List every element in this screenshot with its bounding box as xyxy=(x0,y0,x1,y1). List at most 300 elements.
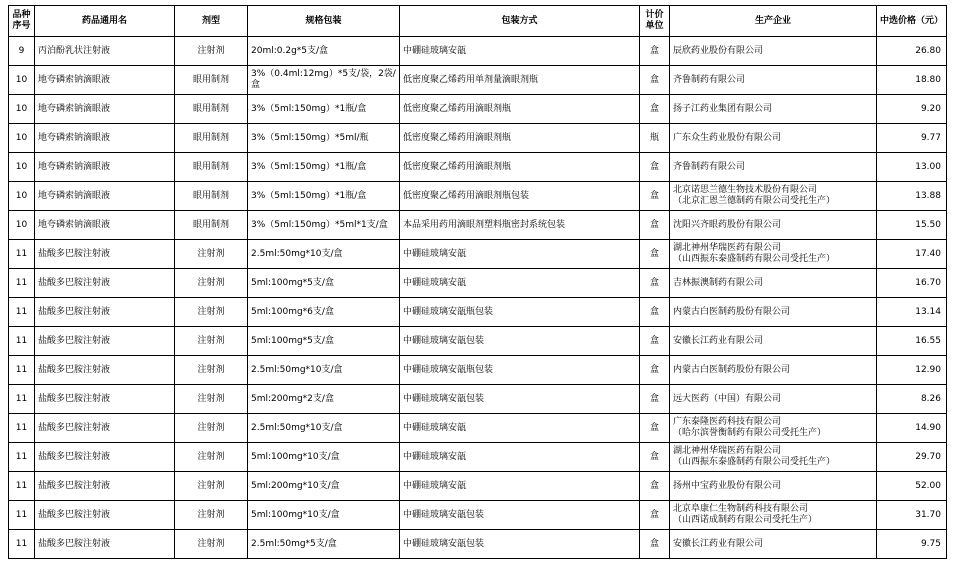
cell-spec xyxy=(248,124,400,153)
col-header-price: 中选价格（元） xyxy=(877,6,947,37)
cell-unit-text: 盒 xyxy=(649,74,659,85)
cell-price xyxy=(877,124,947,153)
cell-price xyxy=(877,385,947,414)
cell-form-text: 眼用制剂 xyxy=(192,161,229,172)
cell-spec-text: 2.5ml:50mg*10支/盒 xyxy=(251,422,343,433)
col-header-mfr: 生产企业 xyxy=(670,6,877,37)
cell-unit xyxy=(640,240,670,269)
cell-name xyxy=(35,530,175,559)
cell-no-text: 11 xyxy=(15,451,28,462)
cell-no-text: 11 xyxy=(15,538,28,549)
cell-pack-text: 低密度聚乙烯药用单剂量滴眼剂瓶 xyxy=(403,74,539,85)
cell-spec-text: 2.5ml:50mg*10支/盒 xyxy=(251,248,343,259)
cell-form xyxy=(175,124,248,153)
cell-form-text: 注射剂 xyxy=(197,248,225,259)
cell-form-text: 注射剂 xyxy=(197,306,225,317)
cell-no xyxy=(9,385,35,414)
cell-price xyxy=(877,240,947,269)
cell-price-text: 14.90 xyxy=(915,422,941,433)
cell-unit-text: 盒 xyxy=(649,364,659,375)
col-header-unit: 计价单位 xyxy=(640,6,670,37)
cell-mfr xyxy=(670,153,877,182)
col-header-spec: 规格包装 xyxy=(248,6,400,37)
cell-form-text: 注射剂 xyxy=(197,393,225,404)
cell-name-text: 盐酸多巴胺注射液 xyxy=(38,393,111,404)
cell-no-text: 11 xyxy=(15,306,28,317)
cell-mfr-text: 内蒙古白医制药股份有限公司 xyxy=(673,306,791,317)
cell-name xyxy=(35,269,175,298)
cell-no xyxy=(9,327,35,356)
cell-form-text: 注射剂 xyxy=(197,480,225,491)
cell-unit xyxy=(640,385,670,414)
cell-form-text: 注射剂 xyxy=(197,335,225,346)
cell-form-text: 注射剂 xyxy=(197,422,225,433)
cell-mfr xyxy=(670,37,877,66)
table-row xyxy=(9,153,947,182)
cell-spec-text: 5ml:100mg*5支/盒 xyxy=(251,335,334,346)
cell-spec xyxy=(248,66,400,95)
cell-no-text: 11 xyxy=(15,335,28,346)
cell-unit xyxy=(640,327,670,356)
cell-pack-text: 中硼硅玻璃安瓿包装 xyxy=(403,538,485,549)
cell-pack-text: 低密度聚乙烯药用滴眼剂瓶包装 xyxy=(403,190,530,201)
cell-name xyxy=(35,124,175,153)
cell-pack xyxy=(400,356,640,385)
cell-form-text: 注射剂 xyxy=(197,45,225,56)
cell-price xyxy=(877,327,947,356)
cell-pack xyxy=(400,240,640,269)
cell-spec xyxy=(248,356,400,385)
cell-price-text: 26.80 xyxy=(915,45,941,56)
table-row xyxy=(9,443,947,472)
cell-no-text: 10 xyxy=(15,132,28,143)
cell-unit xyxy=(640,211,670,240)
cell-price xyxy=(877,211,947,240)
cell-form xyxy=(175,298,248,327)
cell-spec-text: 2.5ml:50mg*5支/盒 xyxy=(251,538,337,549)
cell-form-text: 注射剂 xyxy=(197,538,225,549)
cell-price xyxy=(877,501,947,530)
table-row xyxy=(9,298,947,327)
table-row xyxy=(9,182,947,211)
cell-name-text: 盐酸多巴胺注射液 xyxy=(38,451,111,462)
cell-pack-text: 中硼硅玻璃安瓿包装 xyxy=(403,335,485,346)
cell-form-text: 眼用制剂 xyxy=(192,132,229,143)
cell-no-text: 10 xyxy=(15,161,28,172)
cell-unit-text: 盒 xyxy=(649,161,659,172)
cell-spec-text: 5ml:100mg*5支/盒 xyxy=(251,277,334,288)
cell-unit-text: 盒 xyxy=(649,480,659,491)
cell-price xyxy=(877,414,947,443)
cell-form-text: 眼用制剂 xyxy=(192,74,229,85)
cell-pack-text: 中硼硅玻璃安瓿 xyxy=(403,422,467,433)
cell-spec-text: 3%（5ml:150mg）*1瓶/盒 xyxy=(251,190,367,201)
table-row xyxy=(9,37,947,66)
cell-spec xyxy=(248,269,400,298)
cell-price xyxy=(877,153,947,182)
cell-form xyxy=(175,530,248,559)
cell-unit xyxy=(640,414,670,443)
cell-pack xyxy=(400,530,640,559)
cell-price-text: 9.77 xyxy=(920,132,941,143)
cell-price-text: 9.20 xyxy=(920,103,941,114)
cell-name xyxy=(35,501,175,530)
cell-spec xyxy=(248,443,400,472)
cell-mfr-text: 沈阳兴齐眼药股份有限公司 xyxy=(673,219,782,230)
cell-pack-text: 中硼硅玻璃安瓿瓶包装 xyxy=(403,306,494,317)
cell-price-text: 18.80 xyxy=(915,74,941,85)
cell-mfr-text: 安徽长江药业有限公司 xyxy=(673,335,764,346)
cell-pack-text: 低密度聚乙烯药用滴眼剂瓶 xyxy=(403,132,512,143)
cell-mfr-text: 湖北神州华瑞医药有限公司 xyxy=(673,243,782,253)
cell-name-text: 地夸磷索钠滴眼液 xyxy=(38,74,111,85)
cell-name-text: 盐酸多巴胺注射液 xyxy=(38,335,111,346)
cell-pack xyxy=(400,327,640,356)
cell-price-text: 13.88 xyxy=(915,190,941,201)
cell-mfr-text: 扬子江药业集团有限公司 xyxy=(673,103,773,114)
cell-price-text: 9.75 xyxy=(920,538,941,549)
cell-spec xyxy=(248,472,400,501)
cell-name-text: 地夸磷索钠滴眼液 xyxy=(38,103,111,114)
cell-spec xyxy=(248,95,400,124)
cell-mfr xyxy=(670,443,877,472)
cell-mfr xyxy=(670,530,877,559)
table-row xyxy=(9,356,947,385)
cell-name xyxy=(35,182,175,211)
cell-pack xyxy=(400,124,640,153)
cell-mfr xyxy=(670,211,877,240)
cell-mfr xyxy=(670,95,877,124)
cell-form xyxy=(175,501,248,530)
cell-price-text: 17.40 xyxy=(915,248,941,259)
cell-no xyxy=(9,414,35,443)
cell-mfr xyxy=(670,66,877,95)
cell-price-text: 15.50 xyxy=(915,219,941,230)
cell-spec xyxy=(248,37,400,66)
cell-form xyxy=(175,153,248,182)
cell-mfr xyxy=(670,124,877,153)
cell-name-text: 盐酸多巴胺注射液 xyxy=(38,509,111,520)
cell-pack-text: 中硼硅玻璃安瓿 xyxy=(403,45,467,56)
cell-pack xyxy=(400,298,640,327)
table-row xyxy=(9,501,947,530)
cell-name xyxy=(35,356,175,385)
selected-drug-price-table xyxy=(8,5,947,559)
cell-mfr xyxy=(670,472,877,501)
cell-pack xyxy=(400,66,640,95)
cell-name xyxy=(35,472,175,501)
cell-mfr-text: 吉林振澳制药有限公司 xyxy=(673,277,764,288)
cell-form xyxy=(175,95,248,124)
cell-spec xyxy=(248,182,400,211)
cell-name-text: 盐酸多巴胺注射液 xyxy=(38,480,111,491)
cell-pack-text: 中硼硅玻璃安瓿包装 xyxy=(403,393,485,404)
cell-name xyxy=(35,37,175,66)
cell-spec-text: 20ml:0.2g*5支/盒 xyxy=(251,45,329,56)
cell-price-text: 8.26 xyxy=(920,393,941,404)
cell-unit-text: 盒 xyxy=(649,248,659,259)
cell-form xyxy=(175,472,248,501)
cell-unit xyxy=(640,298,670,327)
cell-form xyxy=(175,182,248,211)
cell-spec xyxy=(248,153,400,182)
cell-name-text: 地夸磷索钠滴眼液 xyxy=(38,132,111,143)
table-row xyxy=(9,124,947,153)
cell-form-text: 注射剂 xyxy=(197,451,225,462)
cell-spec xyxy=(248,530,400,559)
cell-form xyxy=(175,443,248,472)
cell-no xyxy=(9,95,35,124)
col-header-name: 药品通用名 xyxy=(35,6,175,37)
table-row xyxy=(9,414,947,443)
cell-mfr xyxy=(670,240,877,269)
cell-form-text: 眼用制剂 xyxy=(192,190,229,201)
cell-unit xyxy=(640,37,670,66)
cell-form xyxy=(175,269,248,298)
cell-name xyxy=(35,211,175,240)
cell-name-text: 盐酸多巴胺注射液 xyxy=(38,306,111,317)
table-row xyxy=(9,240,947,269)
cell-mfr xyxy=(670,182,877,211)
cell-no-text: 11 xyxy=(15,248,28,259)
cell-mfr-text: 北京阜康仁生物制药科技有限公司 xyxy=(673,504,809,514)
table-row xyxy=(9,269,947,298)
cell-price-text: 16.55 xyxy=(915,335,941,346)
cell-spec xyxy=(248,501,400,530)
cell-spec-text: 3%（5ml:150mg）*5ml/瓶 xyxy=(251,132,369,143)
cell-name-text: 丙泊酚乳状注射液 xyxy=(38,45,111,56)
cell-unit xyxy=(640,153,670,182)
cell-mfr xyxy=(670,356,877,385)
col-header-no: 品种序号 xyxy=(9,6,35,37)
cell-mfr-contractor-text: （山西振东泰盛制药有限公司受托生产） xyxy=(673,254,836,264)
cell-mfr-text: 安徽长江药业有限公司 xyxy=(673,538,764,549)
cell-unit xyxy=(640,501,670,530)
cell-name-text: 盐酸多巴胺注射液 xyxy=(38,538,111,549)
cell-pack xyxy=(400,501,640,530)
cell-no-text: 11 xyxy=(15,509,28,520)
cell-mfr-contractor-text: （哈尔滨誉衡制药有限公司受托生产） xyxy=(673,428,827,438)
cell-unit-text: 盒 xyxy=(649,45,659,56)
cell-pack-text: 中硼硅玻璃安瓿 xyxy=(403,277,467,288)
cell-mfr-contractor-text: （山西诺成制药有限公司受托生产） xyxy=(673,515,818,525)
cell-price-text: 13.14 xyxy=(915,306,941,317)
cell-unit-text: 盒 xyxy=(649,451,659,462)
cell-no-text: 10 xyxy=(15,190,28,201)
cell-price xyxy=(877,269,947,298)
cell-mfr xyxy=(670,298,877,327)
cell-price xyxy=(877,298,947,327)
cell-name xyxy=(35,327,175,356)
cell-pack xyxy=(400,153,640,182)
cell-form-text: 注射剂 xyxy=(197,277,225,288)
cell-unit xyxy=(640,472,670,501)
cell-spec-text: 2.5ml:50mg*10支/盒 xyxy=(251,364,343,375)
cell-mfr-text: 齐鲁制药有限公司 xyxy=(673,161,746,172)
cell-pack-text: 中硼硅玻璃安瓿 xyxy=(403,248,467,259)
cell-price xyxy=(877,182,947,211)
cell-form-text: 眼用制剂 xyxy=(192,103,229,114)
table-header-row xyxy=(9,6,947,37)
cell-no-text: 9 xyxy=(18,45,25,56)
cell-no xyxy=(9,182,35,211)
cell-unit-text: 盒 xyxy=(649,509,659,520)
cell-price-text: 29.70 xyxy=(915,451,941,462)
cell-price xyxy=(877,443,947,472)
cell-name xyxy=(35,66,175,95)
cell-price xyxy=(877,37,947,66)
cell-unit xyxy=(640,95,670,124)
cell-unit-text: 盒 xyxy=(649,335,659,346)
cell-spec-text: 5ml:100mg*10支/盒 xyxy=(251,509,340,520)
cell-spec xyxy=(248,327,400,356)
cell-mfr-text: 湖北神州华瑞医药有限公司 xyxy=(673,446,782,456)
cell-mfr-contractor-text: （山西振东泰盛制药有限公司受托生产） xyxy=(673,457,836,467)
cell-name-text: 地夸磷索钠滴眼液 xyxy=(38,161,111,172)
cell-no xyxy=(9,124,35,153)
col-header-pack: 包装方式 xyxy=(400,6,640,37)
cell-no-text: 11 xyxy=(15,277,28,288)
cell-no xyxy=(9,472,35,501)
cell-price xyxy=(877,530,947,559)
table-row xyxy=(9,530,947,559)
cell-form-text: 注射剂 xyxy=(197,364,225,375)
table-row xyxy=(9,472,947,501)
cell-pack xyxy=(400,211,640,240)
cell-no-text: 10 xyxy=(15,219,28,230)
cell-mfr-text: 扬州中宝药业股份有限公司 xyxy=(673,480,782,491)
cell-pack xyxy=(400,269,640,298)
cell-price xyxy=(877,95,947,124)
cell-unit xyxy=(640,66,670,95)
cell-name xyxy=(35,443,175,472)
cell-pack-text: 中硼硅玻璃安瓿 xyxy=(403,451,467,462)
cell-unit xyxy=(640,356,670,385)
cell-no xyxy=(9,269,35,298)
cell-no xyxy=(9,37,35,66)
cell-unit-text: 盒 xyxy=(649,190,659,201)
cell-pack-text: 中硼硅玻璃安瓿包装 xyxy=(403,509,485,520)
cell-pack-text: 中硼硅玻璃安瓿 xyxy=(403,480,467,491)
cell-no xyxy=(9,153,35,182)
cell-pack xyxy=(400,414,640,443)
cell-spec xyxy=(248,298,400,327)
cell-spec-text: 3%（5ml:150mg）*1瓶/盒 xyxy=(251,103,367,114)
cell-spec xyxy=(248,211,400,240)
cell-pack-text: 低密度聚乙烯药用滴眼剂瓶 xyxy=(403,161,512,172)
cell-name-text: 地夸磷索钠滴眼液 xyxy=(38,219,111,230)
cell-unit-text: 盒 xyxy=(649,103,659,114)
cell-unit-text: 瓶 xyxy=(649,132,659,143)
cell-pack-text: 本品采用药用滴眼剂塑料瓶密封系统包装 xyxy=(403,219,566,230)
cell-mfr xyxy=(670,501,877,530)
cell-unit xyxy=(640,443,670,472)
cell-price-text: 13.00 xyxy=(915,161,941,172)
cell-name-text: 盐酸多巴胺注射液 xyxy=(38,364,111,375)
table-row xyxy=(9,95,947,124)
cell-spec xyxy=(248,414,400,443)
cell-form xyxy=(175,66,248,95)
cell-mfr-contractor-text: （北京汇恩兰德制药有限公司受托生产） xyxy=(673,196,836,206)
cell-name-text: 盐酸多巴胺注射液 xyxy=(38,248,111,259)
cell-name xyxy=(35,95,175,124)
cell-no-text: 11 xyxy=(15,393,28,404)
cell-no-text: 10 xyxy=(15,103,28,114)
cell-no xyxy=(9,298,35,327)
cell-name xyxy=(35,153,175,182)
cell-no xyxy=(9,211,35,240)
cell-pack xyxy=(400,95,640,124)
cell-name xyxy=(35,240,175,269)
cell-spec-text: 5ml:200mg*2支/盒 xyxy=(251,393,334,404)
cell-form xyxy=(175,414,248,443)
cell-unit-text: 盒 xyxy=(649,422,659,433)
cell-form xyxy=(175,385,248,414)
cell-spec-text: 5ml:200mg*10支/盒 xyxy=(251,480,340,491)
cell-name xyxy=(35,385,175,414)
cell-mfr-text: 广东众生药业股份有限公司 xyxy=(673,132,782,143)
cell-pack xyxy=(400,472,640,501)
cell-spec-text: 3%（5ml:150mg）*1瓶/盒 xyxy=(251,161,367,172)
cell-no-text: 11 xyxy=(15,422,28,433)
cell-price-text: 52.00 xyxy=(915,480,941,491)
cell-unit-text: 盒 xyxy=(649,393,659,404)
cell-name xyxy=(35,414,175,443)
cell-spec-text: 3%（0.4ml:12mg）*5支/袋，2袋/盒 xyxy=(251,69,396,90)
cell-pack-text: 低密度聚乙烯药用滴眼剂瓶 xyxy=(403,103,512,114)
cell-pack xyxy=(400,443,640,472)
cell-no-text: 10 xyxy=(15,74,28,85)
table-row xyxy=(9,327,947,356)
cell-no xyxy=(9,530,35,559)
cell-unit xyxy=(640,124,670,153)
cell-price-text: 31.70 xyxy=(915,509,941,520)
cell-mfr-text: 辰欣药业股份有限公司 xyxy=(673,45,764,56)
cell-pack xyxy=(400,385,640,414)
cell-spec xyxy=(248,385,400,414)
cell-pack-text: 中硼硅玻璃安瓿瓶包装 xyxy=(403,364,494,375)
cell-mfr xyxy=(670,385,877,414)
cell-pack xyxy=(400,182,640,211)
cell-unit-text: 盒 xyxy=(649,219,659,230)
cell-spec-text: 5ml:100mg*10支/盒 xyxy=(251,451,340,462)
cell-mfr-text: 内蒙古白医制药股份有限公司 xyxy=(673,364,791,375)
table-row xyxy=(9,385,947,414)
cell-spec-text: 5ml:100mg*6支/盒 xyxy=(251,306,334,317)
cell-spec-text: 3%（5ml:150mg）*5ml*1支/盒 xyxy=(251,219,388,230)
cell-form xyxy=(175,211,248,240)
cell-no xyxy=(9,356,35,385)
cell-unit-text: 盒 xyxy=(649,306,659,317)
col-header-form: 剂型 xyxy=(175,6,248,37)
cell-form xyxy=(175,240,248,269)
cell-mfr-text: 齐鲁制药有限公司 xyxy=(673,74,746,85)
cell-mfr-text: 广东泰隆医药科技有限公司 xyxy=(673,417,782,427)
cell-mfr xyxy=(670,414,877,443)
cell-no-text: 11 xyxy=(15,364,28,375)
cell-price xyxy=(877,66,947,95)
cell-unit xyxy=(640,530,670,559)
cell-mfr xyxy=(670,269,877,298)
cell-mfr xyxy=(670,327,877,356)
cell-mfr-text: 北京诺思兰德生物技术股份有限公司 xyxy=(673,185,818,195)
cell-spec xyxy=(248,240,400,269)
cell-unit-text: 盒 xyxy=(649,277,659,288)
cell-form-text: 眼用制剂 xyxy=(192,219,229,230)
cell-name-text: 地夸磷索钠滴眼液 xyxy=(38,190,111,201)
cell-price-text: 12.90 xyxy=(915,364,941,375)
cell-no-text: 11 xyxy=(15,480,28,491)
